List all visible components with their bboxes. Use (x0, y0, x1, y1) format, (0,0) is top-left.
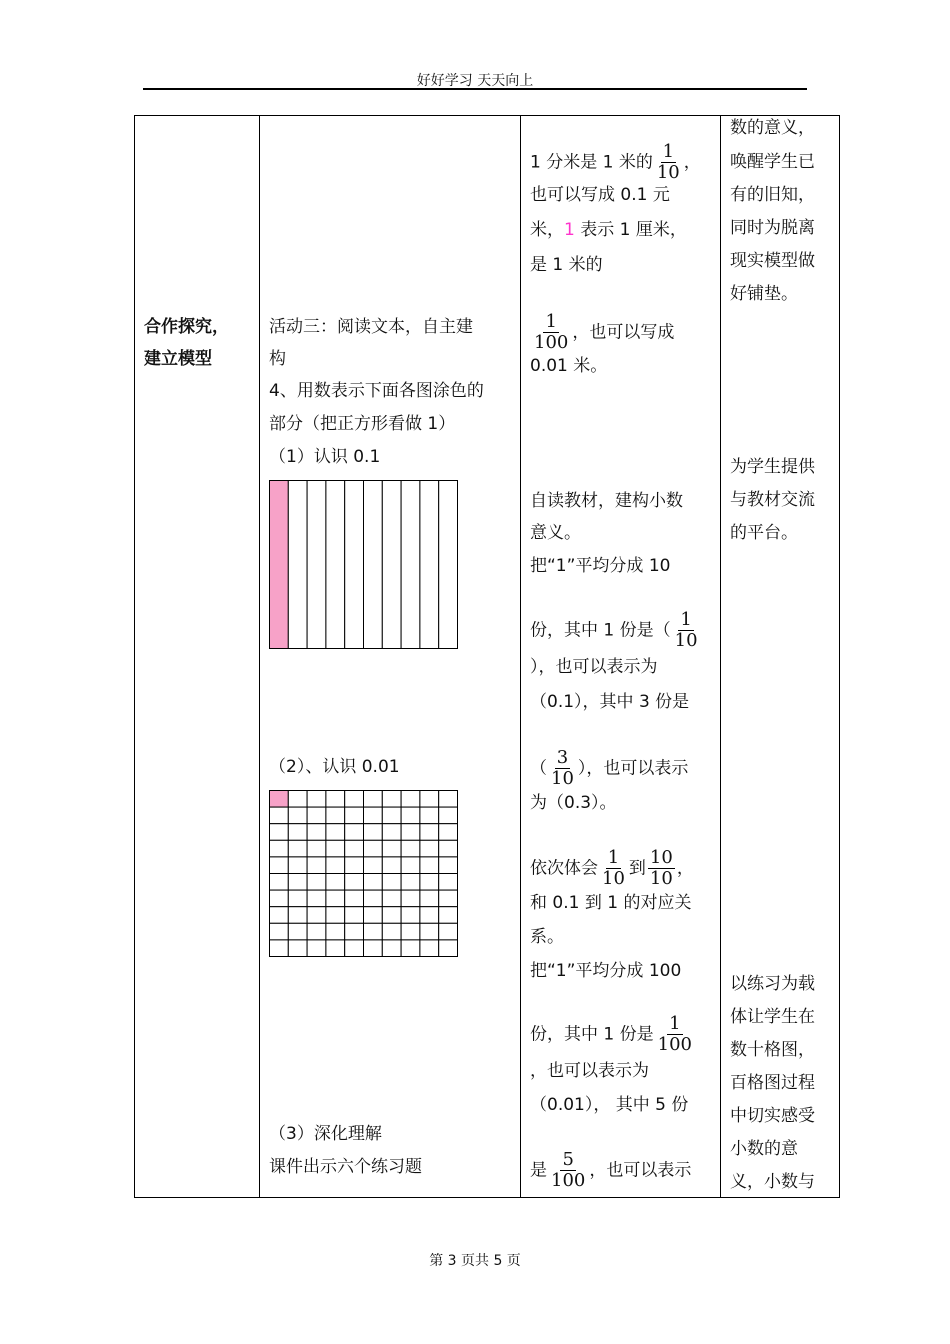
grid-cell (307, 890, 326, 907)
grid-cell (307, 923, 326, 940)
fraction (648, 848, 675, 889)
intent-line: 与教材交流 (730, 490, 815, 510)
intent-line: 体让学生在 (730, 1007, 815, 1027)
intent-line: 小数的意 (730, 1139, 798, 1159)
student-line (530, 142, 701, 183)
grid-cell (364, 923, 383, 940)
grid-cell (345, 923, 364, 940)
activity-line: 4、用数表示下面各图涂色的 (269, 381, 484, 401)
grid-cell (401, 807, 420, 824)
grid-cell (401, 857, 420, 874)
student-line: 0.01 米。 (530, 356, 608, 376)
grid-cell (364, 874, 383, 891)
grid-cell (401, 940, 420, 957)
grid-cell (401, 874, 420, 891)
grid-cell (420, 481, 439, 649)
numerator: 3 (556, 747, 569, 768)
denominator: 100 (534, 332, 569, 353)
text: ，也可以写成 (572, 322, 675, 343)
denominator: 10 (551, 768, 574, 789)
grid-cell (364, 940, 383, 957)
grid-cell (307, 481, 326, 649)
third-desc: 课件出示六个练习题 (269, 1157, 422, 1177)
grid-cell (420, 857, 439, 874)
student-line: 自读教材，建构小数 (530, 491, 683, 511)
grid-cell (382, 940, 401, 957)
grid-cell (401, 840, 420, 857)
numerator: 5 (562, 1149, 574, 1170)
grid-cell (288, 791, 307, 808)
grid-cell (401, 907, 420, 924)
grid-cell (326, 874, 345, 891)
stage-line-1: 合作探究， (144, 317, 229, 337)
text: ， (676, 858, 694, 879)
denominator: 100 (657, 1034, 692, 1055)
grid-cell (345, 857, 364, 874)
grid-cell (439, 923, 458, 940)
grid-cell (288, 807, 307, 824)
grid-cell (270, 857, 289, 874)
grid-cell (288, 840, 307, 857)
tenths-grid (269, 480, 459, 650)
fraction (673, 610, 700, 651)
text: 米， (530, 220, 564, 240)
grid-cell (345, 824, 364, 841)
grid-cell (288, 923, 307, 940)
student-line (530, 848, 694, 889)
grid-cell (439, 807, 458, 824)
numerator: 1 (545, 311, 557, 332)
text: （ (530, 758, 547, 779)
grid-cell (439, 907, 458, 924)
fraction (532, 312, 570, 353)
text: 份，其中 1 份是（ (530, 620, 671, 641)
grid-cell (382, 824, 401, 841)
numerator: 10 (649, 847, 673, 868)
grid-cell (401, 481, 420, 649)
activity-line: 构 (269, 349, 286, 369)
student-line (530, 213, 687, 247)
text: 依次体会 (530, 858, 598, 879)
grid-cell (307, 940, 326, 957)
grid-cell (288, 907, 307, 924)
grid-cell (364, 824, 383, 841)
grid-cell (345, 807, 364, 824)
grid-cell (364, 481, 383, 649)
student-line: 也可以写成 0.1 元 (530, 185, 670, 205)
highlight-number: 1 (564, 220, 575, 240)
grid-cell (439, 481, 458, 649)
grid-cell (382, 874, 401, 891)
numerator: 1 (680, 609, 692, 630)
intent-line: 数十格图， (730, 1040, 815, 1060)
page-header: 好好学习 天天向上 (416, 73, 534, 89)
fraction (549, 1150, 587, 1191)
grid-cell (420, 840, 439, 857)
grid-cell (288, 481, 307, 649)
grid-cell (326, 807, 345, 824)
grid-cell (364, 840, 383, 857)
student-line: 把“1”平均分成 10 (530, 556, 671, 576)
numerator: 1 (662, 141, 675, 162)
grid-cell (364, 807, 383, 824)
intent-line: 好铺垫。 (730, 284, 798, 304)
student-cell (521, 116, 721, 1198)
text: ，其中 3 份是 (582, 692, 690, 712)
grid-cell (307, 840, 326, 857)
hundredths-grid (269, 790, 459, 958)
text: 是 (530, 1160, 547, 1181)
intent-line: 义，小数与 (730, 1172, 815, 1192)
grid-cell (382, 840, 401, 857)
grid-cell (401, 824, 420, 841)
grid-cell (439, 890, 458, 907)
text: 到 (628, 858, 646, 879)
grid-cell (382, 857, 401, 874)
student-line: 是 1 米的 (530, 255, 603, 275)
grid-cell (307, 824, 326, 841)
grid-cell (270, 840, 289, 857)
grid-cell (345, 791, 364, 808)
student-line: （0.01）， 其中 5 份 (530, 1095, 689, 1115)
student-line (530, 685, 689, 719)
grid-cell (326, 940, 345, 957)
grid-cell (439, 840, 458, 857)
grid-cell (326, 481, 345, 649)
grid-cell (345, 840, 364, 857)
student-line: 把“1”平均分成 100 (530, 961, 682, 981)
intent-line: 中切实感受 (730, 1106, 815, 1126)
page-footer: 第 3 页共 5 页 (429, 1253, 521, 1269)
text: ，也可以表示 (589, 1160, 692, 1181)
grid-cell (401, 890, 420, 907)
grid-cell (326, 791, 345, 808)
grid-cell (307, 874, 326, 891)
grid-cell (288, 874, 307, 891)
grid-cell (270, 940, 289, 957)
intent-line: 的平台。 (730, 523, 798, 543)
grid-cell (288, 857, 307, 874)
student-line (530, 748, 688, 789)
grid-cell (439, 940, 458, 957)
grid-cell (345, 940, 364, 957)
grid-cell (270, 807, 289, 824)
grid-cell (382, 907, 401, 924)
fraction (600, 848, 627, 889)
grid-cell (382, 791, 401, 808)
grid-cell (270, 824, 289, 841)
text: 1 分米是 1 米的 (530, 152, 653, 173)
student-line: 和 0.1 到 1 的对应关 (530, 893, 692, 913)
text: ， (683, 152, 701, 173)
activity-line: 活动三：阅读文本，自主建 (269, 317, 473, 337)
student-line: ，也可以表示为 (530, 1061, 649, 1081)
grid-cell (270, 890, 289, 907)
grid-cell (307, 907, 326, 924)
grid-cell (270, 874, 289, 891)
grid-cell (364, 907, 383, 924)
intent-line: 以练习为载 (730, 974, 815, 994)
grid-cell (401, 923, 420, 940)
grid-cell (382, 890, 401, 907)
denominator: 10 (602, 868, 625, 889)
grid-cell (420, 791, 439, 808)
grid-cell (364, 890, 383, 907)
grid-cell (288, 824, 307, 841)
grid-cell (345, 874, 364, 891)
grid-cell (420, 874, 439, 891)
grid-cell (326, 857, 345, 874)
grid-cell (326, 923, 345, 940)
stage-cell (135, 116, 260, 1198)
activity-line: 部分（把正方形看做 1） (269, 414, 456, 434)
text: 份，其中 1 份是 (530, 1024, 654, 1045)
grid-cell (382, 481, 401, 649)
denominator: 100 (551, 1170, 586, 1191)
fraction (549, 748, 576, 789)
intent-line: 百格图过程 (730, 1073, 815, 1093)
student-line: 意义。 (530, 523, 581, 543)
grid-cell (288, 890, 307, 907)
stage-line-2: 建立模型 (144, 349, 212, 369)
grid-cell (382, 923, 401, 940)
fraction (656, 1014, 694, 1055)
student-line (530, 610, 702, 651)
student-line (530, 1014, 696, 1055)
grid-cell (382, 807, 401, 824)
intent-line: 有的旧知， (730, 185, 815, 205)
second-label: （2）、认识 0.01 (269, 757, 400, 777)
third-label: （3）深化理解 (269, 1124, 382, 1144)
lesson-table (134, 115, 840, 1198)
grid-cell (439, 791, 458, 808)
grid-cell (364, 791, 383, 808)
intent-line: 数的意义， (730, 118, 815, 138)
intent-line: 同时为脱离 (730, 218, 815, 238)
intent-line: 现实模型做 (730, 251, 815, 271)
grid-cell (420, 907, 439, 924)
grid-cell (326, 890, 345, 907)
grid-cell (326, 824, 345, 841)
grid-cell (288, 940, 307, 957)
activity-line: （1）认识 0.1 (269, 447, 381, 467)
grid-cell (345, 907, 364, 924)
denominator: 10 (674, 630, 698, 651)
grid-cell (401, 791, 420, 808)
grid-cell (439, 824, 458, 841)
grid-cell (345, 481, 364, 649)
shaded-cell (270, 481, 289, 649)
grid-cell (420, 807, 439, 824)
numerator: 1 (607, 847, 620, 868)
grid-cell (439, 857, 458, 874)
grid-cell (307, 791, 326, 808)
text: 表示 1 厘米， (574, 220, 687, 240)
student-line: 系。 (530, 927, 564, 947)
grid-cell (270, 923, 289, 940)
text: （0.1） (530, 692, 583, 712)
grid-cell (364, 857, 383, 874)
grid-cell (307, 807, 326, 824)
numerator: 1 (669, 1013, 681, 1034)
grid-cell (270, 907, 289, 924)
grid-cell (420, 890, 439, 907)
activity-cell (260, 116, 521, 1198)
shaded-cell (270, 791, 289, 808)
denominator: 10 (656, 162, 680, 183)
intent-cell (721, 116, 840, 1198)
grid-cell (307, 857, 326, 874)
grid-cell (439, 874, 458, 891)
grid-cell (345, 890, 364, 907)
grid-cell (326, 907, 345, 924)
grid-cell (420, 940, 439, 957)
grid-cell (420, 824, 439, 841)
fraction (655, 142, 682, 183)
header-rule (143, 88, 807, 90)
denominator: 10 (649, 868, 673, 889)
student-line: 为（0.3）。 (530, 793, 617, 813)
text: ），也可以表示 (577, 758, 689, 779)
student-line: ），也可以表示为 (530, 657, 658, 677)
grid-cell (326, 840, 345, 857)
intent-line: 为学生提供 (730, 457, 815, 477)
intent-line: 唤醒学生已 (730, 152, 815, 172)
student-line (530, 1150, 691, 1191)
student-line (530, 312, 674, 353)
grid-cell (420, 923, 439, 940)
